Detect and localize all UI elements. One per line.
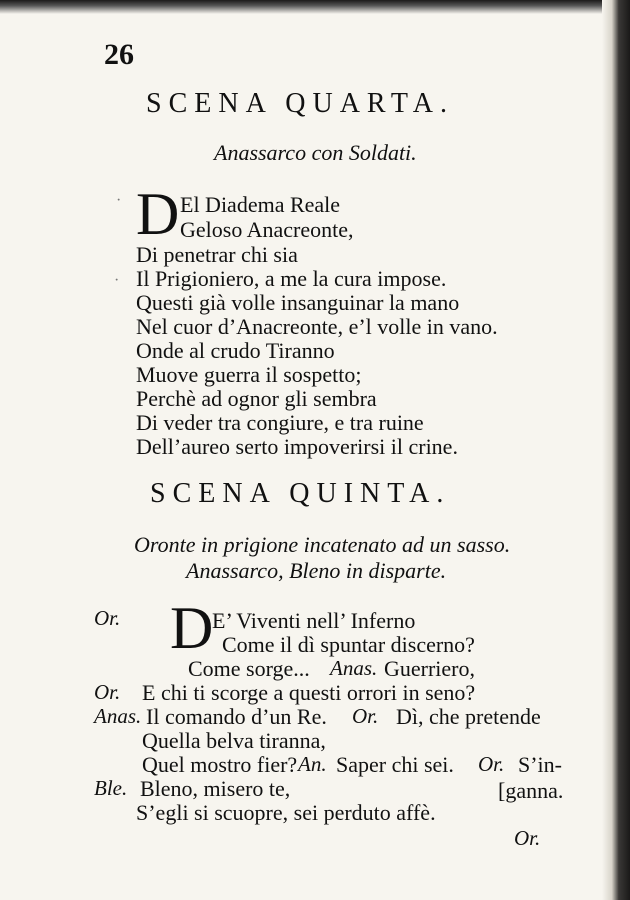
speaker-label: Anas.	[94, 704, 142, 728]
verse-line: E’ Viventi nell’ Inferno	[212, 608, 416, 633]
verse-line: S’egli si scuopre, sei perduto affè.	[136, 800, 436, 825]
verse-line: Il comando d’un Re.	[146, 704, 327, 729]
verse-line: Bleno, misero te,	[140, 776, 291, 801]
verse-line: Muove guerra il sospetto;	[136, 362, 362, 387]
speaker-label: Or.	[352, 704, 379, 728]
verse-line: Nel cuor d’Anacreonte, e’l volle in vano.	[136, 314, 498, 339]
scene-5-dropcap: D	[170, 595, 214, 661]
scene-5-title: SCENA QUINTA.	[150, 478, 451, 509]
verse-line: Il Prigioniero, a me la cura impose.	[136, 266, 447, 291]
verse-line: Quel mostro fier?	[142, 752, 298, 777]
margin-mark: ·	[114, 272, 120, 289]
verse-line: E chi ti scorge a questi orrori in seno?	[142, 680, 476, 705]
verse-line: Dì, che pretende	[396, 704, 541, 729]
verse-line: El Diadema Reale	[180, 192, 341, 217]
scene-5-subtitle-line2: Anassarco, Bleno in disparte.	[186, 558, 447, 583]
verse-line: S’in-	[518, 752, 562, 777]
verse-line: Di veder tra congiure, e tra ruine	[136, 410, 424, 435]
verse-line: [ganna.	[498, 778, 564, 803]
speaker-label: Or.	[94, 606, 121, 630]
verse-line: Perchè ad ognor gli sembra	[136, 386, 377, 411]
verse-line: Dell’aureo serto impoverirsi il crine.	[136, 434, 458, 459]
speaker-label: An.	[298, 752, 327, 776]
page-number: 26	[104, 38, 134, 71]
scene-4-dropcap: D	[136, 181, 180, 247]
verse-line: Di penetrar chi sia	[136, 242, 298, 267]
scene-4-subtitle: Anassarco con Soldati.	[214, 140, 417, 165]
verse-line: Geloso Anacreonte,	[180, 217, 354, 242]
scene-4-title: SCENA QUARTA.	[146, 88, 454, 119]
verse-line: Come il dì spuntar discerno?	[222, 632, 475, 657]
verse-line: Guerriero,	[384, 656, 476, 681]
verse-line: Saper chi sei.	[336, 752, 454, 777]
speaker-label: Ble.	[94, 776, 128, 800]
margin-mark: ·	[116, 192, 122, 209]
page-top-edge	[0, 0, 630, 14]
speaker-label: Or.	[94, 680, 121, 704]
speaker-label: Anas.	[330, 656, 378, 680]
page-gutter-edge	[602, 0, 630, 900]
catchword: Or.	[514, 826, 541, 850]
verse-line: Quella belva tiranna,	[142, 728, 326, 753]
verse-line: Come sorge...	[188, 656, 310, 681]
scene-5-subtitle-line1: Oronte in prigione incatenato ad un sasso.	[134, 532, 511, 557]
verse-line: Onde al crudo Tiranno	[136, 338, 335, 363]
verse-line: Questi già volle insanguinar la mano	[136, 290, 460, 315]
speaker-label: Or.	[478, 752, 505, 776]
